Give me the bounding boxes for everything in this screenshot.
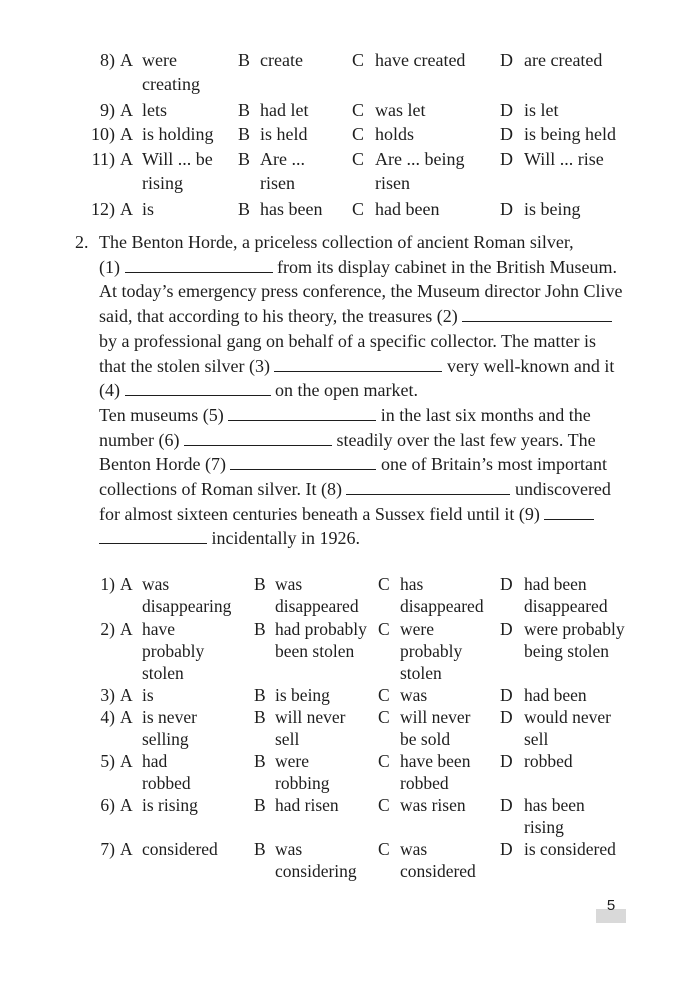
option-letter: B xyxy=(238,50,251,70)
passage-line: by a professional gang on behalf of a specific collector. The matter is xyxy=(99,330,596,351)
option-text: had risen xyxy=(275,795,339,815)
option-letter: B xyxy=(238,124,251,144)
option-text: is never selling xyxy=(142,707,197,749)
passage-text: from its display cabinet in the British Museum. xyxy=(277,256,617,277)
option-text: were creating xyxy=(142,50,200,94)
page-number-tab xyxy=(596,897,626,923)
option-letter: A xyxy=(120,839,133,859)
option-letter: D xyxy=(500,839,513,859)
option-text: was considering xyxy=(275,839,357,881)
option-letter: C xyxy=(378,619,390,639)
option-text: were probably being stolen xyxy=(524,619,625,661)
options-bottom xyxy=(0,573,700,882)
option-text: robbed xyxy=(524,751,573,771)
option-letter: A xyxy=(120,199,133,219)
option-letter: A xyxy=(120,100,133,120)
option-text: create xyxy=(260,50,303,70)
blank-5[interactable] xyxy=(228,405,376,421)
option-letter: C xyxy=(352,50,365,70)
question-number: 11) xyxy=(91,149,115,169)
question-2 xyxy=(0,618,700,684)
passage-text: for almost sixteen centuries beneath a Sussex field until it (9) xyxy=(99,503,540,524)
option-text: was disappeared xyxy=(275,574,359,616)
task-number: 2. xyxy=(75,232,89,252)
option-text: is holding xyxy=(142,124,214,144)
option-text: lets xyxy=(142,100,167,120)
option-text: was let xyxy=(375,100,426,120)
passage-text: on the open market. xyxy=(275,380,418,401)
option-text: is xyxy=(142,685,154,705)
option-letter: A xyxy=(120,707,133,727)
blank-4[interactable] xyxy=(125,380,271,396)
option-letter: C xyxy=(352,100,365,120)
option-letter: C xyxy=(352,124,365,144)
option-letter: B xyxy=(254,795,266,815)
option-letter: B xyxy=(254,751,266,771)
option-text: was disappearing xyxy=(142,574,232,616)
option-text: had probably been stolen xyxy=(275,619,367,661)
option-letter: B xyxy=(238,100,251,120)
task-2-passage xyxy=(75,230,635,551)
passage-line xyxy=(75,230,635,255)
option-letter: A xyxy=(120,149,133,169)
option-letter: A xyxy=(120,795,133,815)
blank-1[interactable] xyxy=(125,257,273,273)
option-text: considered xyxy=(142,839,218,859)
option-text: is being xyxy=(275,685,330,705)
question-11 xyxy=(0,147,700,197)
blank-9-continued[interactable] xyxy=(99,528,207,544)
option-letter: D xyxy=(500,795,513,815)
passage-text: (1) xyxy=(99,256,120,277)
question-number: 8) xyxy=(100,50,115,70)
option-letter: C xyxy=(378,685,390,705)
passage-text: steadily over the last few years. The xyxy=(336,429,596,450)
option-text: will never be sold xyxy=(400,707,471,749)
option-text: are created xyxy=(524,50,603,70)
passage-line: At today’s emergency press conference, the Museum director John Clive xyxy=(99,281,623,302)
passage-text: undiscovered xyxy=(514,479,611,500)
question-9 xyxy=(0,98,700,122)
option-text: has been rising xyxy=(524,795,585,837)
passage-line xyxy=(75,428,635,453)
option-letter: D xyxy=(500,685,513,705)
option-letter: B xyxy=(254,574,266,594)
option-text: have been robbed xyxy=(400,751,471,793)
option-letter: B xyxy=(238,149,251,169)
passage-text: that the stolen silver (3) xyxy=(99,355,270,376)
blank-8[interactable] xyxy=(346,479,510,495)
passage-text: said, that according to his theory, the treasures (2) xyxy=(99,306,458,327)
passage-line xyxy=(75,304,635,329)
question-number: 7) xyxy=(100,839,115,859)
option-letter: C xyxy=(378,751,390,771)
question-number: 6) xyxy=(100,795,115,815)
question-number: 12) xyxy=(91,199,115,219)
option-letter: C xyxy=(378,574,390,594)
option-text: has disappeared xyxy=(400,574,484,616)
option-text: is being held xyxy=(524,124,616,144)
blank-6[interactable] xyxy=(184,430,332,446)
question-8 xyxy=(0,48,700,98)
passage-text: The Benton Horde, a priceless collection of ancient Roman silver, xyxy=(99,232,574,252)
passage-line xyxy=(75,354,635,379)
question-number: 10) xyxy=(91,124,115,144)
blank-3[interactable] xyxy=(274,356,442,372)
option-text: Are ... being risen xyxy=(375,149,465,193)
option-letter: D xyxy=(500,50,513,70)
option-text: had let xyxy=(260,100,309,120)
option-letter: B xyxy=(254,839,266,859)
question-number: 5) xyxy=(100,751,115,771)
passage-line xyxy=(75,403,635,428)
option-letter: C xyxy=(352,149,365,169)
passage-line xyxy=(75,502,635,527)
question-12 xyxy=(0,197,700,221)
options-top xyxy=(0,48,700,221)
passage-text: very well-known and it xyxy=(446,355,615,376)
option-letter: A xyxy=(120,50,133,70)
option-letter: B xyxy=(238,199,251,219)
option-text: have created xyxy=(375,50,466,70)
passage-text: in the last six months and the xyxy=(380,404,591,425)
question-number: 3) xyxy=(100,685,115,705)
question-number: 4) xyxy=(100,707,115,727)
blank-2[interactable] xyxy=(462,306,612,322)
question-number: 2) xyxy=(100,619,115,639)
option-text: holds xyxy=(375,124,415,144)
option-text: were probably stolen xyxy=(400,619,463,683)
option-letter: D xyxy=(500,100,513,120)
passage-text: (4) xyxy=(99,380,120,401)
option-text: Are ... risen xyxy=(260,149,305,193)
passage-line xyxy=(75,452,635,477)
option-text: is rising xyxy=(142,795,198,815)
option-text: had been xyxy=(375,199,440,219)
option-letter: C xyxy=(352,199,365,219)
question-1 xyxy=(0,573,700,618)
passage-line xyxy=(75,255,635,280)
question-6 xyxy=(0,794,700,838)
option-letter: D xyxy=(500,124,513,144)
blank-7[interactable] xyxy=(230,454,376,470)
passage-text: collections of Roman silver. It (8) xyxy=(99,479,342,500)
question-number: 9) xyxy=(100,100,115,120)
passage-text: number (6) xyxy=(99,429,180,450)
option-text: will never sell xyxy=(275,707,346,749)
option-text: had robbed xyxy=(142,751,191,793)
question-number: 1) xyxy=(100,574,115,594)
option-letter: A xyxy=(120,619,133,639)
option-text: would never sell xyxy=(524,707,611,749)
question-3 xyxy=(0,684,700,706)
option-text: was xyxy=(400,685,428,705)
option-letter: B xyxy=(254,619,266,639)
option-letter: A xyxy=(120,751,133,771)
option-letter: A xyxy=(120,685,133,705)
option-text: were robbing xyxy=(275,751,330,793)
option-text: had been xyxy=(524,685,587,705)
option-letter: D xyxy=(500,199,513,219)
option-letter: D xyxy=(500,574,513,594)
option-letter: A xyxy=(120,574,133,594)
passage-text: Benton Horde (7) xyxy=(99,454,226,475)
question-7 xyxy=(0,838,700,882)
option-text: Will ... be rising xyxy=(142,149,213,193)
option-letter: B xyxy=(254,685,266,705)
option-text: is considered xyxy=(524,839,616,859)
option-text: is xyxy=(142,199,155,219)
option-text: was considered xyxy=(400,839,476,881)
page-number: 5 xyxy=(606,897,616,914)
passage-line xyxy=(75,526,635,551)
option-letter: A xyxy=(120,124,133,144)
option-letter: D xyxy=(500,149,513,169)
question-4 xyxy=(0,706,700,750)
option-text: is held xyxy=(260,124,308,144)
question-5 xyxy=(0,750,700,794)
option-text: Will ... rise xyxy=(524,149,604,169)
option-text: is being xyxy=(524,199,581,219)
option-text: was risen xyxy=(400,795,466,815)
blank-9[interactable] xyxy=(544,504,594,520)
option-letter: D xyxy=(500,619,513,639)
question-10 xyxy=(0,122,700,147)
passage-text: Ten museums (5) xyxy=(99,404,224,425)
passage-text: one of Britain’s most important xyxy=(380,454,607,475)
option-letter: C xyxy=(378,795,390,815)
option-text: have probably stolen xyxy=(142,619,205,683)
option-letter: D xyxy=(500,707,513,727)
passage-line xyxy=(75,477,635,502)
option-text: is let xyxy=(524,100,559,120)
option-letter: C xyxy=(378,839,390,859)
option-text: has been xyxy=(260,199,323,219)
option-letter: C xyxy=(378,707,390,727)
passage-line xyxy=(75,378,635,403)
option-letter: B xyxy=(254,707,266,727)
option-letter: D xyxy=(500,751,513,771)
passage-text: incidentally in 1926. xyxy=(211,528,360,549)
option-text: had been disappeared xyxy=(524,574,608,616)
